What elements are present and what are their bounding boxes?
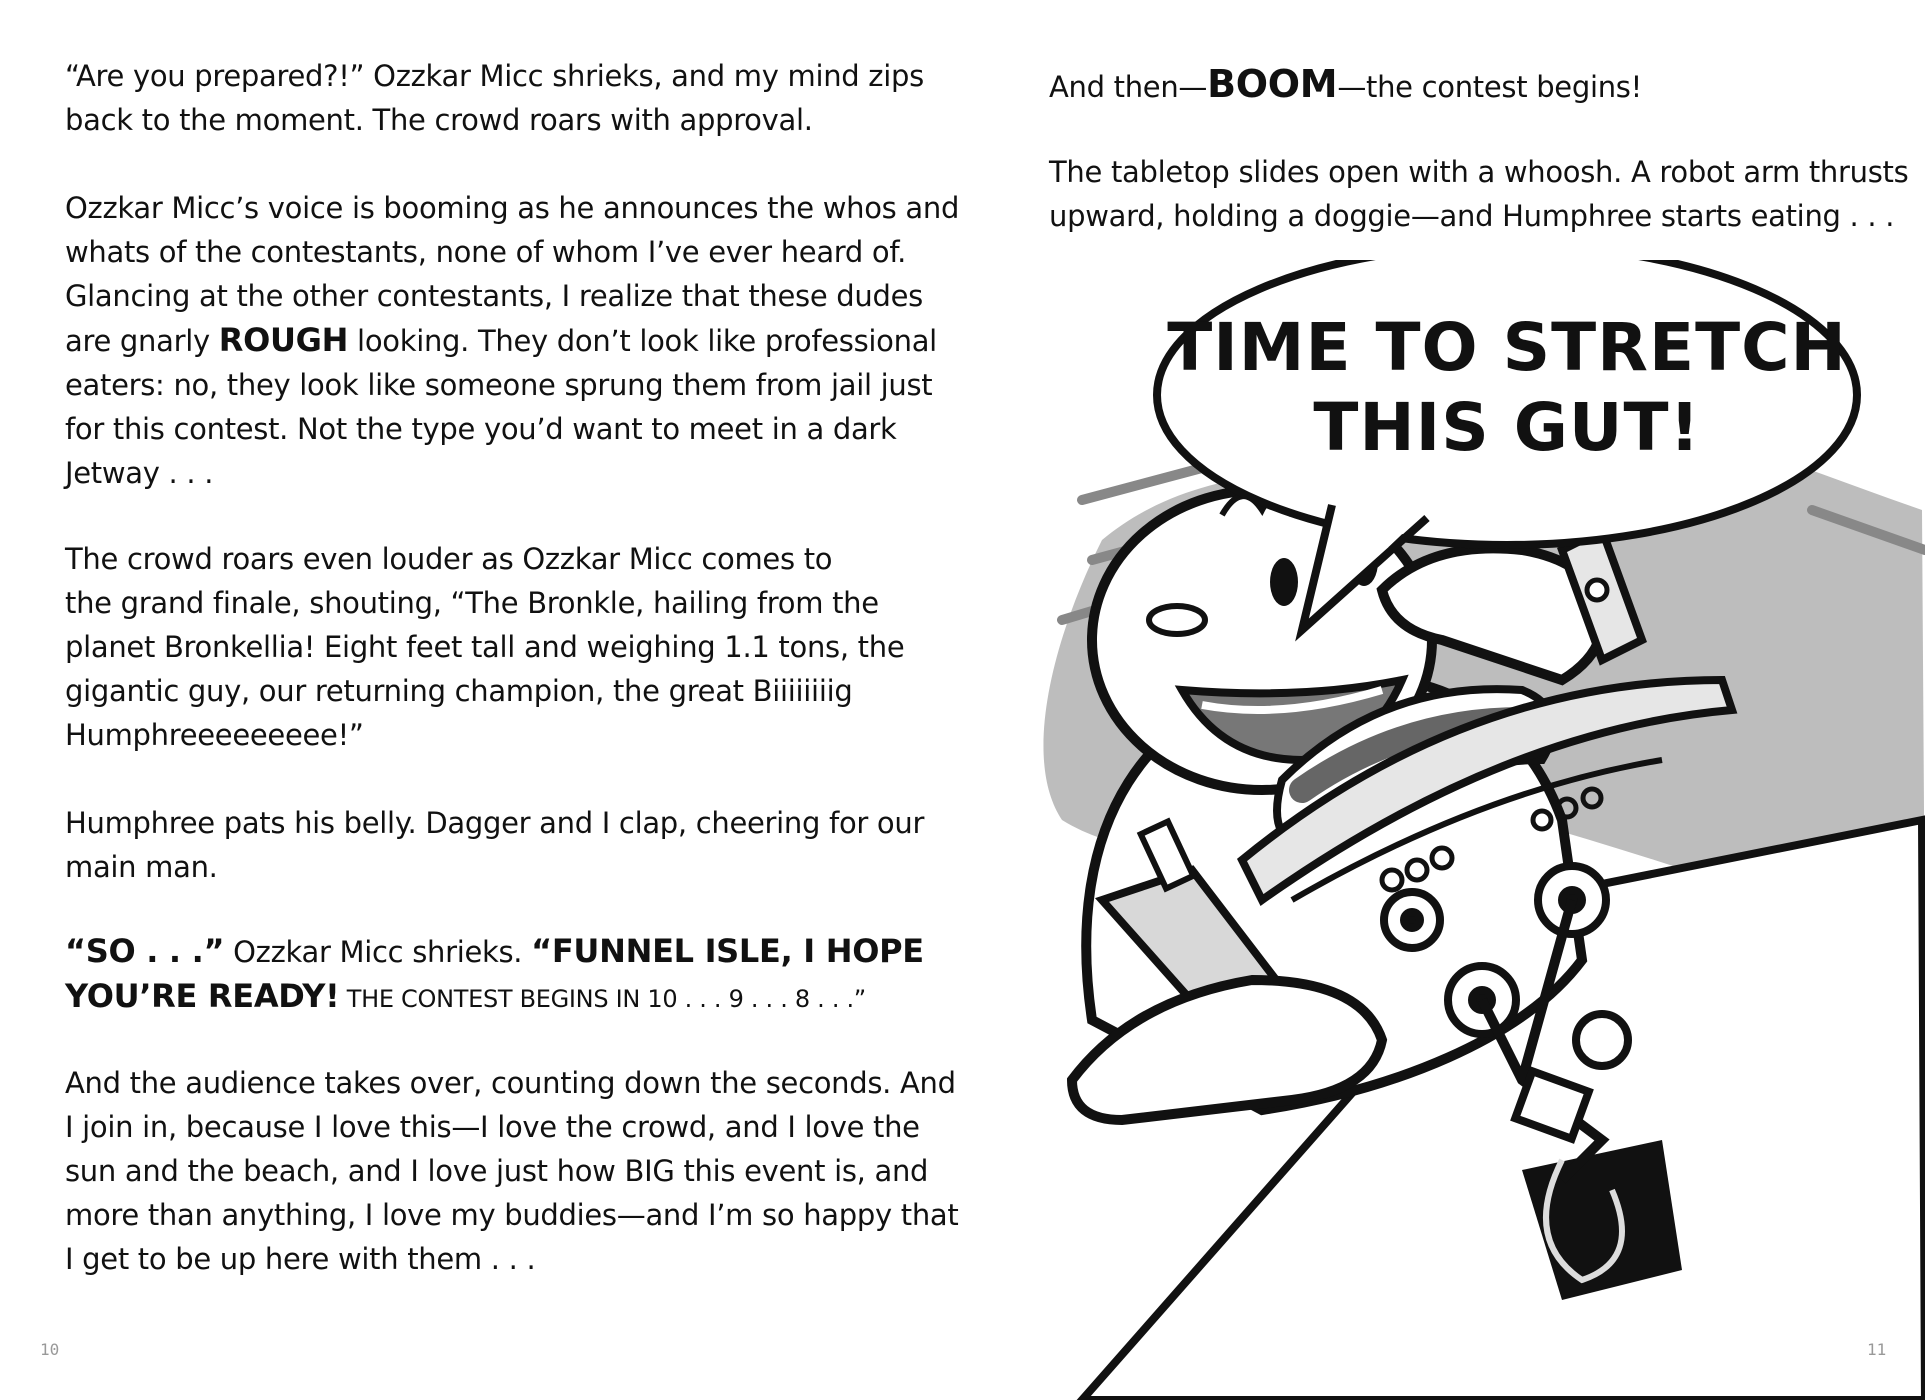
intro-paragraph — [1049, 62, 1642, 109]
eye-left — [1270, 558, 1298, 606]
paragraph-1: “Are you prepared?!” Ozzkar Micc shrieks, and my mind zips back to the moment. The crowd roars with approval. — [65, 59, 924, 137]
left-page — [0, 0, 962, 1400]
speech-line-1: TIME TO STRETCH — [1167, 309, 1847, 386]
paragraph-2 — [65, 186, 959, 495]
boom-emphasis: BOOM — [1207, 62, 1338, 106]
paragraph-3: The crowd roars even louder as Ozzkar Micc comes to the grand finale, shouting, “The Bronkle, hailing from the planet Bronkellia! Eight feet tall and weighing 1.1 tons, the gigantic guy, our returning champion, the great Biiiiiiiig Humphreeeeeeeee!” — [65, 542, 905, 752]
countdown-shout-1: “FUNNEL ISLE, I HOPE — [531, 932, 924, 970]
paragraph-2-end: looking. They don’t look like professional eaters: no, they look like someone sprung them from jail just for this contest. Not the type you’d want to meet in a dark Jetway . . . — [65, 324, 937, 490]
page-number-right: 11 — [1867, 1340, 1887, 1359]
countdown-paragraph — [65, 929, 924, 1021]
countdown-numbers: THE CONTEST BEGINS IN 10 . . . 9 . . . 8 . . .” — [339, 985, 866, 1013]
so-shout: “SO . . .” — [65, 932, 225, 970]
intro-prefix: And then— — [1049, 70, 1208, 104]
paragraph-2-start: Ozzkar Micc’s voice is booming as he announces the whos and whats of the contestants, none of whom I’ve ever heard of. Glancing at the other contestants, I realize that these dudes are gnarly — [65, 191, 960, 358]
countdown-shout-2: YOU’RE READY! — [65, 977, 340, 1015]
right-page — [962, 0, 1925, 1400]
countdown-speaker: Ozzkar Micc shrieks. — [224, 935, 532, 969]
comic-illustration — [962, 260, 1925, 1400]
intro-suffix: —the contest begins! — [1337, 70, 1642, 104]
paragraph-whoosh: The tabletop slides open with a whoosh. A robot arm thrusts upward, holding a doggie—and Humphree starts eating . . . — [1049, 155, 1909, 233]
rough-emphasis: ROUGH — [218, 321, 349, 359]
paragraph-4: Humphree pats his belly. Dagger and I clap, cheering for our main man. — [65, 806, 925, 884]
speech-line-2: THIS GUT! — [1313, 389, 1701, 466]
page-number-left: 10 — [40, 1340, 60, 1359]
paragraph-6: And the audience takes over, counting down the seconds. And I join in, because I love this—I love the crowd, and I love the sun and the beach, and I love just how BIG this event is, and more than anything, I love my buddies—and I’m so happy that I get to be up here with them . . . — [65, 1066, 959, 1276]
